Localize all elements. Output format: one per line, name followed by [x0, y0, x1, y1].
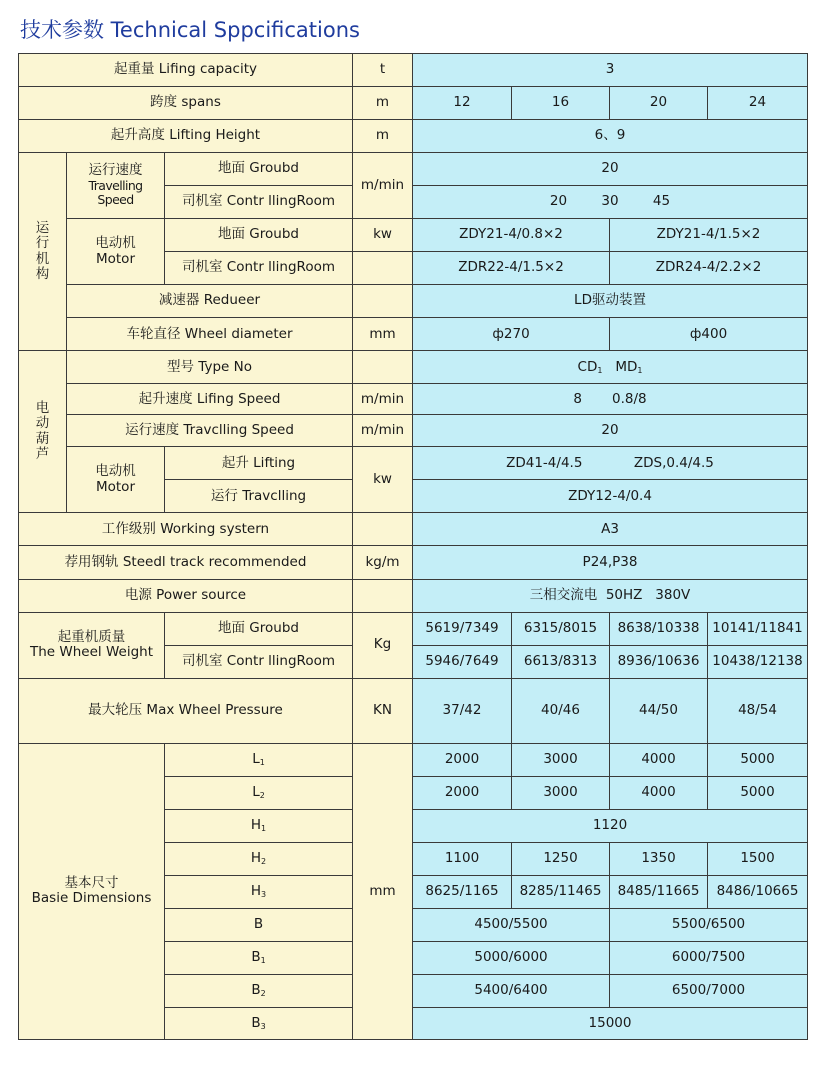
label-hoist-travel-speed: 运行速度 Travclling Speed: [67, 415, 353, 447]
label-lift-speed: 起升速度 Lifing Speed: [67, 384, 353, 415]
label-weight: 起重机质量 The Wheel Weight: [19, 612, 165, 678]
row-travel-speed-ground: [19, 153, 808, 186]
value-B-1: 4500/5500: [413, 908, 610, 941]
label-lift-height: 起升高度 Lifting Height: [19, 120, 353, 153]
label-wheel-diameter: 车轮直径 Wheel diameter: [67, 318, 353, 351]
symbol-B: B: [165, 908, 353, 941]
value-hoist-motor-travel: ZDY12-4/0.4: [413, 480, 808, 513]
unit-hoist-motor: kw: [353, 447, 413, 513]
unit-dimensions: mm: [353, 743, 413, 1039]
value-span-3: 20: [610, 87, 708, 120]
row-lift-speed: [19, 384, 808, 415]
group-travel-mechanism: 运行机构: [19, 153, 67, 351]
value-working-system: A3: [413, 513, 808, 546]
label-travel-speed-ground: 地面 Groubd: [165, 153, 353, 186]
label-spans: 跨度 spans: [19, 87, 353, 120]
value-wheel-pressure-2: 40/46: [512, 678, 610, 743]
value-H1: 1120: [413, 809, 808, 842]
unit-hoist-travel-speed: m/min: [353, 415, 413, 447]
row-power: [19, 579, 808, 612]
value-B1-2: 6000/7500: [610, 941, 808, 974]
row-travel-motor-ground: [19, 219, 808, 252]
label-type-no: 型号 Type No: [67, 351, 353, 384]
value-type-no: $CD_1$ $MD_1$: [413, 351, 808, 384]
row-weight-ground: [19, 612, 808, 645]
value-reducer: LD驱动装置: [413, 285, 808, 318]
unit-reducer: [353, 285, 413, 318]
label-travel-speed: 运行速度 Travelling Speed: [67, 153, 165, 219]
value-L1-4: 5000: [708, 743, 808, 776]
value-span-4: 24: [708, 87, 808, 120]
value-weight-ground-4: 10141/11841: [708, 612, 808, 645]
row-working-system: [19, 513, 808, 546]
row-hoist-travel-speed: [19, 415, 808, 447]
value-H3-4: 8486/10665: [708, 875, 808, 908]
value-span-1: 12: [413, 87, 512, 120]
symbol-B2: $B_2$: [165, 974, 353, 1007]
value-travel-motor-ground-1: ZDY21-4/0.8×2: [413, 219, 610, 252]
row-spans: [19, 87, 808, 120]
page-title: 技术参数 Technical Sppcifications: [20, 18, 360, 42]
value-H3-1: 8625/1165: [413, 875, 512, 908]
value-wheel-pressure-3: 44/50: [610, 678, 708, 743]
group-electric-hoist: 电动葫芦: [19, 351, 67, 513]
row-capacity: [19, 54, 808, 87]
value-travel-motor-ground-2: ZDY21-4/1.5×2: [610, 219, 808, 252]
label-reducer: 减速器 Redueer: [67, 285, 353, 318]
label-travel-speed-cab: 司机室 Contr llingRoom: [165, 186, 353, 219]
value-capacity: 3: [413, 54, 808, 87]
value-travel-speed-cab: 20 30 45: [413, 186, 808, 219]
unit-travel-speed: m/min: [353, 153, 413, 219]
value-hoist-motor-lifting: ZD41-4/4.5 ZDS,0.4/4.5: [413, 447, 808, 480]
value-B2-1: 5400/6400: [413, 974, 610, 1007]
value-H3-2: 8285/11465: [512, 875, 610, 908]
unit-type-no: [353, 351, 413, 384]
label-hoist-motor: 电动机 Motor: [67, 447, 165, 513]
value-weight-cab-3: 8936/10636: [610, 645, 708, 678]
value-L2-4: 5000: [708, 776, 808, 809]
value-lift-height: 6、9: [413, 120, 808, 153]
value-power: 三相交流电 50HZ 380V: [413, 579, 808, 612]
value-hoist-travel-speed: 20: [413, 415, 808, 447]
label-hoist-motor-lifting: 起升 Lifting: [165, 447, 353, 480]
value-L1-3: 4000: [610, 743, 708, 776]
value-lift-speed: 8 0.8/8: [413, 384, 808, 415]
value-travel-motor-cab-2: ZDR24-4/2.2×2: [610, 252, 808, 285]
value-L2-3: 4000: [610, 776, 708, 809]
unit-capacity: t: [353, 54, 413, 87]
value-weight-ground-1: 5619/7349: [413, 612, 512, 645]
label-wheel-pressure: 最大轮压 Max Wheel Pressure: [19, 678, 353, 743]
row-track: [19, 546, 808, 579]
value-H3-3: 8485/11665: [610, 875, 708, 908]
value-travel-motor-cab-1: ZDR22-4/1.5×2: [413, 252, 610, 285]
value-B1-1: 5000/6000: [413, 941, 610, 974]
unit-spans: m: [353, 87, 413, 120]
unit-power: [353, 579, 413, 612]
unit-travel-motor-cab: [353, 252, 413, 285]
row-wheel-diameter: [19, 318, 808, 351]
unit-lift-height: m: [353, 120, 413, 153]
value-L1-2: 3000: [512, 743, 610, 776]
value-L2-2: 3000: [512, 776, 610, 809]
value-wheel-pressure-4: 48/54: [708, 678, 808, 743]
row-dim-L1: [19, 743, 808, 776]
label-capacity: 起重量 Lifing capacity: [19, 54, 353, 87]
symbol-B3: $B_3$: [165, 1007, 353, 1039]
label-travel-motor-cab: 司机室 Contr llingRoom: [165, 252, 353, 285]
value-weight-ground-3: 8638/10338: [610, 612, 708, 645]
unit-track: kg/m: [353, 546, 413, 579]
value-H2-3: 1350: [610, 842, 708, 875]
symbol-H3: $H_3$: [165, 875, 353, 908]
row-lift-height: [19, 120, 808, 153]
symbol-H1: $H_1$: [165, 809, 353, 842]
value-B3: 15000: [413, 1007, 808, 1039]
value-B-2: 5500/6500: [610, 908, 808, 941]
value-span-2: 16: [512, 87, 610, 120]
value-L1-1: 2000: [413, 743, 512, 776]
unit-wheel-pressure: KN: [353, 678, 413, 743]
value-track: P24,P38: [413, 546, 808, 579]
row-type-no: [19, 351, 808, 384]
label-track: 荐用钢轨 Steedl track recommended: [19, 546, 353, 579]
label-working-system: 工作级别 Working systern: [19, 513, 353, 546]
value-wheel-pressure-1: 37/42: [413, 678, 512, 743]
label-weight-ground: 地面 Groubd: [165, 612, 353, 645]
value-H2-1: 1100: [413, 842, 512, 875]
row-hoist-motor-lifting: [19, 447, 808, 480]
unit-lift-speed: m/min: [353, 384, 413, 415]
label-travel-motor-ground: 地面 Groubd: [165, 219, 353, 252]
symbol-B1: $B_1$: [165, 941, 353, 974]
unit-weight: Kg: [353, 612, 413, 678]
label-travel-motor: 电动机 Motor: [67, 219, 165, 285]
value-B2-2: 6500/7000: [610, 974, 808, 1007]
spec-table: [18, 53, 808, 1040]
label-weight-cab: 司机室 Contr llingRoom: [165, 645, 353, 678]
value-weight-cab-4: 10438/12138: [708, 645, 808, 678]
symbol-L1: $L_1$: [165, 743, 353, 776]
value-weight-ground-2: 6315/8015: [512, 612, 610, 645]
value-L2-1: 2000: [413, 776, 512, 809]
label-hoist-motor-travel: 运行 Travclling: [165, 480, 353, 513]
value-travel-speed-ground: 20: [413, 153, 808, 186]
row-reducer: [19, 285, 808, 318]
value-wheel-diameter-2: ф400: [610, 318, 808, 351]
value-H2-4: 1500: [708, 842, 808, 875]
label-power: 电源 Power source: [19, 579, 353, 612]
value-weight-cab-1: 5946/7649: [413, 645, 512, 678]
symbol-H2: $H_2$: [165, 842, 353, 875]
value-H2-2: 1250: [512, 842, 610, 875]
symbol-L2: $L_2$: [165, 776, 353, 809]
row-wheel-pressure: [19, 678, 808, 743]
unit-travel-motor: kw: [353, 219, 413, 252]
unit-wheel-diameter: mm: [353, 318, 413, 351]
label-dimensions: 基本尺寸 Basie Dimensions: [19, 743, 165, 1039]
unit-working-system: [353, 513, 413, 546]
value-weight-cab-2: 6613/8313: [512, 645, 610, 678]
value-wheel-diameter-1: ф270: [413, 318, 610, 351]
